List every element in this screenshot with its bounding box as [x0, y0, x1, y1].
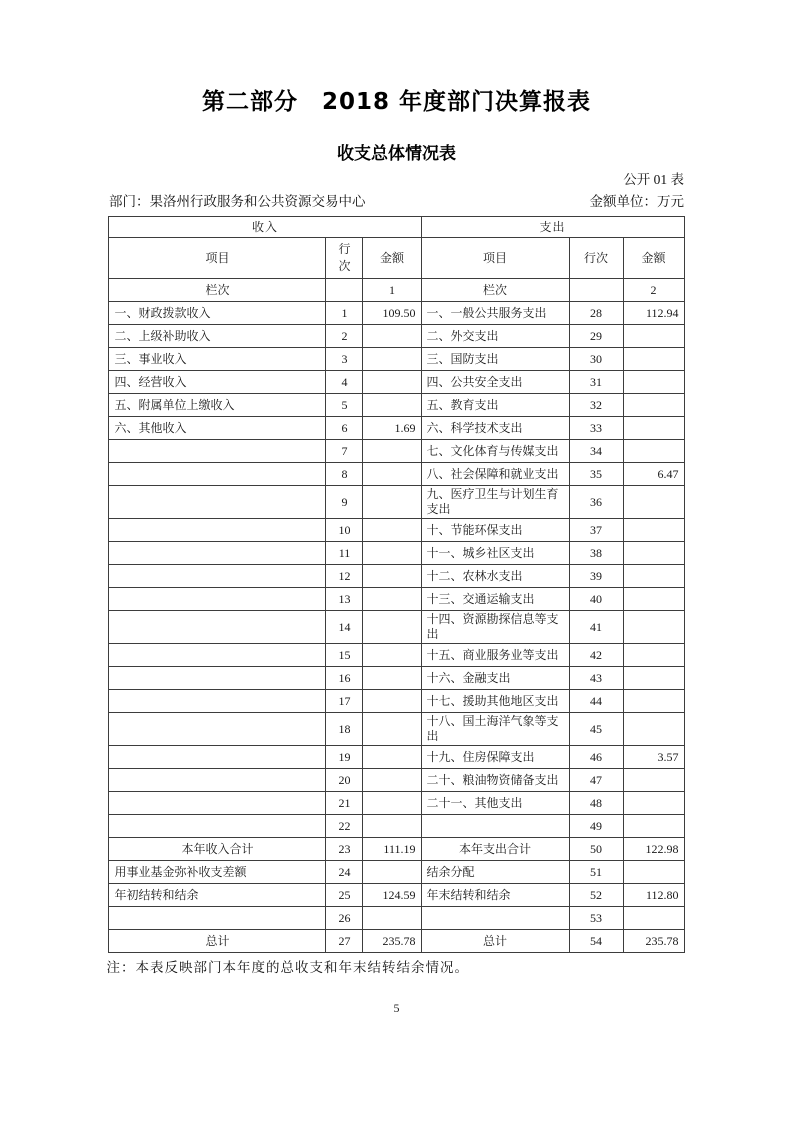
income-line-cell: 9	[326, 486, 363, 519]
income-line-cell: 20	[326, 769, 363, 792]
expense-item-cell	[421, 907, 569, 930]
expense-item-cell	[421, 815, 569, 838]
income-line-cell: 14	[326, 611, 363, 644]
department-label: 部门：果洛州行政服务和公共资源交易中心	[109, 194, 366, 209]
expense-line-cell: 29	[569, 325, 623, 348]
expense-amount-cell: 3.57	[623, 746, 684, 769]
income-item-cell	[109, 611, 326, 644]
expense-amount-cell	[623, 815, 684, 838]
income-line-cell: 12	[326, 565, 363, 588]
expense-item-header: 项目	[421, 238, 569, 279]
income-amount-cell	[363, 713, 421, 746]
expense-item-cell: 十八、国土海洋气象等支出	[421, 713, 569, 746]
income-line-cell: 25	[326, 884, 363, 907]
expense-line-cell: 50	[569, 838, 623, 861]
expense-item-cell: 八、社会保障和就业支出	[421, 463, 569, 486]
expense-item-cell: 五、教育支出	[421, 394, 569, 417]
income-item-cell	[109, 588, 326, 611]
income-amount-cell	[363, 792, 421, 815]
income-line-cell: 13	[326, 588, 363, 611]
income-amount-cell: 1.69	[363, 417, 421, 440]
income-amount-cell: 111.19	[363, 838, 421, 861]
income-item-cell	[109, 542, 326, 565]
income-line-cell: 5	[326, 394, 363, 417]
expense-amount-cell	[623, 611, 684, 644]
income-amount-cell	[363, 907, 421, 930]
meta-row	[109, 192, 684, 211]
expense-item-cell: 四、公共安全支出	[421, 371, 569, 394]
table-row	[109, 302, 684, 325]
expense-item-cell: 十二、农林水支出	[421, 565, 569, 588]
income-line-cell: 1	[326, 302, 363, 325]
income-item-cell	[109, 792, 326, 815]
income-expense-table	[108, 216, 684, 953]
expense-item-cell: 栏次	[421, 279, 569, 302]
expense-line-cell: 54	[569, 930, 623, 953]
expense-line-cell: 31	[569, 371, 623, 394]
income-item-cell	[109, 644, 326, 667]
income-line-cell: 4	[326, 371, 363, 394]
income-item-cell	[109, 713, 326, 746]
income-amount-cell	[363, 371, 421, 394]
income-amount-cell	[363, 644, 421, 667]
expense-amount-cell	[623, 394, 684, 417]
expense-item-cell: 六、科学技术支出	[421, 417, 569, 440]
table-row	[109, 542, 684, 565]
table-row	[109, 279, 684, 302]
income-amount-cell	[363, 565, 421, 588]
expense-item-cell: 十一、城乡社区支出	[421, 542, 569, 565]
income-item-cell	[109, 667, 326, 690]
table-row	[109, 907, 684, 930]
table-row	[109, 815, 684, 838]
expense-item-cell: 十九、住房保障支出	[421, 746, 569, 769]
expense-line-header: 行次	[569, 238, 623, 279]
expense-line-cell: 28	[569, 302, 623, 325]
income-item-cell	[109, 746, 326, 769]
income-amount-cell: 235.78	[363, 930, 421, 953]
table-row	[109, 690, 684, 713]
expense-line-cell: 36	[569, 486, 623, 519]
expense-amount-cell	[623, 486, 684, 519]
expense-amount-cell	[623, 542, 684, 565]
income-item-header: 项目	[109, 238, 326, 279]
income-line-cell: 11	[326, 542, 363, 565]
expense-item-cell: 十三、交通运输支出	[421, 588, 569, 611]
income-amount-cell: 109.50	[363, 302, 421, 325]
income-amount-cell	[363, 861, 421, 884]
table-row	[109, 348, 684, 371]
expense-amount-cell: 235.78	[623, 930, 684, 953]
expense-amount-cell: 6.47	[623, 463, 684, 486]
table-row	[109, 371, 684, 394]
expense-line-cell: 52	[569, 884, 623, 907]
expense-item-cell: 总计	[421, 930, 569, 953]
income-item-cell	[109, 565, 326, 588]
expense-amount-cell	[623, 907, 684, 930]
expense-line-cell: 43	[569, 667, 623, 690]
table-row	[109, 838, 684, 861]
income-item-cell	[109, 440, 326, 463]
income-item-cell: 四、经营收入	[109, 371, 326, 394]
expense-line-cell: 39	[569, 565, 623, 588]
expense-item-cell: 年末结转和结余	[421, 884, 569, 907]
expense-amount-cell: 122.98	[623, 838, 684, 861]
expense-amount-cell	[623, 769, 684, 792]
income-line-cell: 2	[326, 325, 363, 348]
expense-line-cell: 46	[569, 746, 623, 769]
expense-amount-cell	[623, 792, 684, 815]
table-row	[109, 463, 684, 486]
table-row	[109, 644, 684, 667]
income-item-cell	[109, 519, 326, 542]
expense-item-cell: 十五、商业服务业等支出	[421, 644, 569, 667]
expense-item-cell: 十六、金融支出	[421, 667, 569, 690]
income-amount-header: 金额	[363, 238, 421, 279]
table-row	[109, 769, 684, 792]
income-line-cell: 21	[326, 792, 363, 815]
income-amount-cell	[363, 667, 421, 690]
expense-amount-cell	[623, 667, 684, 690]
table-row	[109, 588, 684, 611]
expense-amount-cell	[623, 325, 684, 348]
expense-amount-cell	[623, 644, 684, 667]
expense-amount-cell: 112.80	[623, 884, 684, 907]
public-table-label: 公开 01 表	[623, 172, 684, 187]
expense-line-cell: 38	[569, 542, 623, 565]
table-row	[109, 440, 684, 463]
income-item-cell: 用事业基金弥补收支差额	[109, 861, 326, 884]
income-line-cell: 26	[326, 907, 363, 930]
expense-line-cell: 51	[569, 861, 623, 884]
income-amount-cell	[363, 588, 421, 611]
expense-amount-cell: 112.94	[623, 302, 684, 325]
income-amount-cell	[363, 394, 421, 417]
income-amount-cell	[363, 519, 421, 542]
income-item-cell: 六、其他收入	[109, 417, 326, 440]
income-amount-cell: 1	[363, 279, 421, 302]
income-item-cell: 一、财政拨款收入	[109, 302, 326, 325]
expense-line-cell: 32	[569, 394, 623, 417]
expense-amount-header: 金额	[623, 238, 684, 279]
income-line-cell: 7	[326, 440, 363, 463]
expense-section-header: 支出	[421, 217, 684, 238]
income-item-cell: 本年收入合计	[109, 838, 326, 861]
expense-line-cell: 47	[569, 769, 623, 792]
expense-amount-cell	[623, 690, 684, 713]
expense-amount-cell: 2	[623, 279, 684, 302]
expense-item-cell: 结余分配	[421, 861, 569, 884]
income-section-header: 收入	[109, 217, 421, 238]
expense-item-cell: 十七、援助其他地区支出	[421, 690, 569, 713]
expense-amount-cell	[623, 588, 684, 611]
income-line-cell: 24	[326, 861, 363, 884]
expense-amount-cell	[623, 565, 684, 588]
income-line-cell: 8	[326, 463, 363, 486]
income-amount-cell	[363, 348, 421, 371]
income-item-cell: 二、上级补助收入	[109, 325, 326, 348]
income-amount-cell	[363, 486, 421, 519]
income-line-cell: 15	[326, 644, 363, 667]
expense-amount-cell	[623, 861, 684, 884]
expense-line-cell: 49	[569, 815, 623, 838]
expense-item-cell: 二十、粮油物资储备支出	[421, 769, 569, 792]
income-line-cell: 27	[326, 930, 363, 953]
expense-line-cell: 48	[569, 792, 623, 815]
table-note: 注：本表反映部门本年度的总收支和年末结转结余情况。	[106, 960, 469, 975]
income-amount-cell	[363, 611, 421, 644]
income-item-cell	[109, 907, 326, 930]
income-line-cell: 22	[326, 815, 363, 838]
table-row	[109, 417, 684, 440]
income-line-cell: 17	[326, 690, 363, 713]
expense-item-cell: 二十一、其他支出	[421, 792, 569, 815]
income-line-cell: 3	[326, 348, 363, 371]
expense-item-cell: 九、医疗卫生与计划生育支出	[421, 486, 569, 519]
income-amount-cell	[363, 463, 421, 486]
income-amount-cell	[363, 815, 421, 838]
table-row	[109, 394, 684, 417]
section-header-row	[109, 217, 684, 238]
income-line-header	[326, 238, 363, 279]
table-row	[109, 713, 684, 746]
income-item-cell: 栏次	[109, 279, 326, 302]
meta-block	[109, 171, 684, 211]
expense-item-cell: 本年支出合计	[421, 838, 569, 861]
expense-amount-cell	[623, 371, 684, 394]
table-body	[109, 279, 684, 953]
income-amount-cell	[363, 542, 421, 565]
income-line-cell: 18	[326, 713, 363, 746]
expense-amount-cell	[623, 440, 684, 463]
income-line-cell: 16	[326, 667, 363, 690]
table-title: 收支总体情况表	[337, 144, 456, 164]
table-row	[109, 861, 684, 884]
table-row	[109, 519, 684, 542]
income-line-cell: 23	[326, 838, 363, 861]
expense-amount-cell	[623, 348, 684, 371]
income-item-cell	[109, 769, 326, 792]
income-line-cell	[326, 279, 363, 302]
expense-amount-cell	[623, 713, 684, 746]
expense-item-cell: 十四、资源勘探信息等支出	[421, 611, 569, 644]
expense-line-cell: 53	[569, 907, 623, 930]
table-row	[109, 930, 684, 953]
expense-line-cell: 41	[569, 611, 623, 644]
expense-line-cell: 45	[569, 713, 623, 746]
unit-label: 金额单位：万元	[589, 194, 684, 209]
table-row	[109, 884, 684, 907]
income-item-cell	[109, 463, 326, 486]
expense-line-cell: 42	[569, 644, 623, 667]
expense-line-cell: 37	[569, 519, 623, 542]
income-item-cell: 总计	[109, 930, 326, 953]
expense-line-cell: 33	[569, 417, 623, 440]
expense-line-cell: 34	[569, 440, 623, 463]
table-row	[109, 486, 684, 519]
table-row	[109, 667, 684, 690]
expense-amount-cell	[623, 519, 684, 542]
expense-item-cell: 一、一般公共服务支出	[421, 302, 569, 325]
income-amount-cell	[363, 769, 421, 792]
table-row	[109, 325, 684, 348]
income-line-header-text: 行次	[338, 242, 351, 273]
column-header-row	[109, 238, 684, 279]
income-item-cell: 五、附属单位上缴收入	[109, 394, 326, 417]
expense-line-cell: 30	[569, 348, 623, 371]
table-row	[109, 565, 684, 588]
expense-item-cell: 七、文化体育与传媒支出	[421, 440, 569, 463]
table-row	[109, 792, 684, 815]
expense-line-cell: 35	[569, 463, 623, 486]
income-line-cell: 6	[326, 417, 363, 440]
table-row	[109, 746, 684, 769]
expense-item-cell: 十、节能环保支出	[421, 519, 569, 542]
income-item-cell: 三、事业收入	[109, 348, 326, 371]
income-amount-cell	[363, 746, 421, 769]
expense-line-cell: 44	[569, 690, 623, 713]
expense-line-cell	[569, 279, 623, 302]
expense-item-cell: 三、国防支出	[421, 348, 569, 371]
income-item-cell	[109, 486, 326, 519]
income-item-cell: 年初结转和结余	[109, 884, 326, 907]
income-amount-cell: 124.59	[363, 884, 421, 907]
income-amount-cell	[363, 440, 421, 463]
expense-item-cell: 二、外交支出	[421, 325, 569, 348]
table-row	[109, 611, 684, 644]
page-number: 5	[393, 1001, 400, 1015]
income-item-cell	[109, 815, 326, 838]
income-line-cell: 10	[326, 519, 363, 542]
part-title: 第二部分 2018 年度部门决算报表	[201, 89, 592, 115]
income-line-cell: 19	[326, 746, 363, 769]
income-amount-cell	[363, 325, 421, 348]
income-item-cell	[109, 690, 326, 713]
expense-amount-cell	[623, 417, 684, 440]
expense-line-cell: 40	[569, 588, 623, 611]
income-amount-cell	[363, 690, 421, 713]
